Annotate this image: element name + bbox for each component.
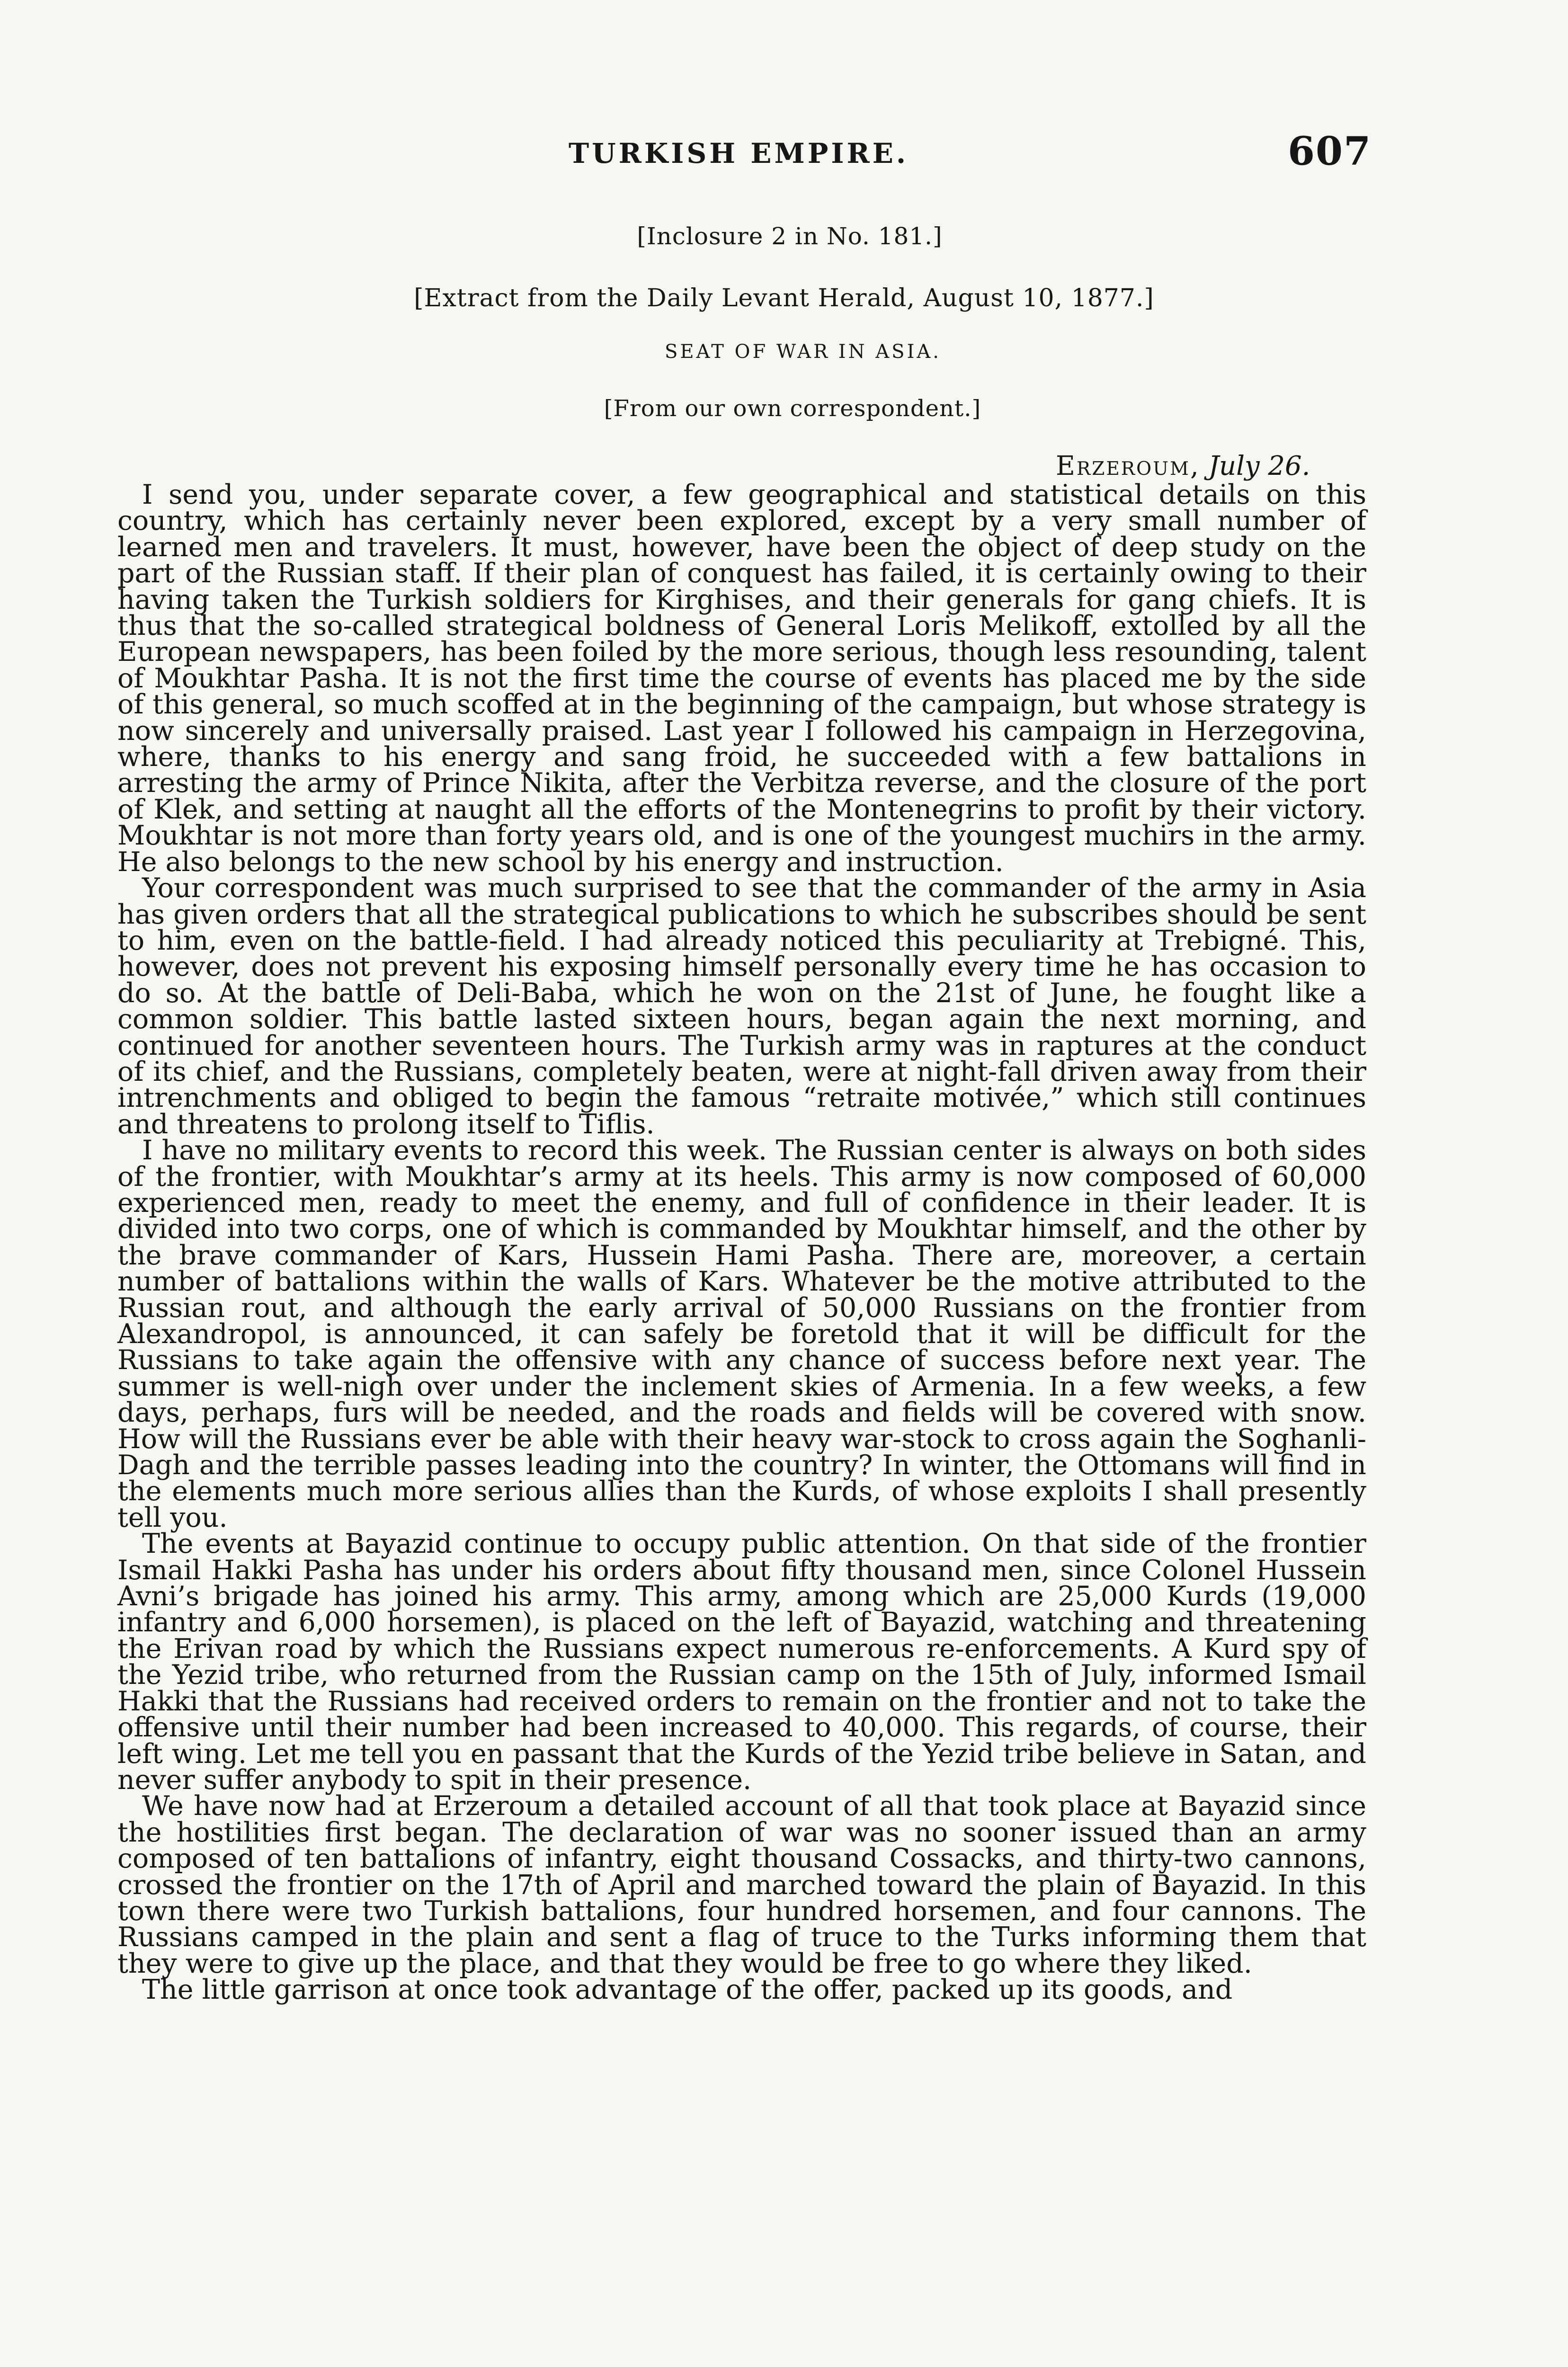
paragraph-2: Your correspondent was much surprised to see that the commander of the army in Asia has given orders that all the strategical publications to which he subscribes should be sent to him, even on the battle-field. I had already noticed this peculiarity at Trebigné. This, however, does not prevent his exposing himself personally every time he has occasion to do so. At the battle of Deli-Baba, which he won on the 21st of June, he fought like a common soldier. This battle lasted sixteen hours, began again the next morning, and continued for another seventeen hours. The Turkish army was in raptures at the conduct of its chief, and the Russians, completely beaten, were at night-fall driven away from their intrenchments and obliged to begin the famous “retraite motivée,” which still continues and threatens to prolong itself to Tiflis. [117, 872, 1366, 1140]
dateline [1056, 451, 1310, 481]
page-number: 607 [1288, 129, 1372, 174]
paragraph-6: The little garrison at once took advantage of the offer, packed up its goods, and [142, 1974, 1233, 2006]
paragraph-4: The events at Bayazid continue to occupy public attention. On that side of the frontier Ismail Hakki Pasha has under his orders about fifty thousand men, since Colonel Hussein Avni’s brigade has joined his army. This army, among which are 25,000 Kurds (19,000 infantry and 6,000 horsemen), is placed on the left of Bayazid, watching and threatening the Erivan road by which the Russians expect numerous re-enforcements. A Kurd spy of the Yezid tribe, who returned from the Russian camp on the 15th of July, informed Ismail Hakki that the Russians had received orders to remain on the frontier and not to take the offensive until their number had been increased to 40,000. This regards, of course, their left wing. Let me tell you en passant that the Kurds of the Yezid tribe believe in Satan, and never suffer anybody to spit in their presence. [117, 1528, 1366, 1796]
paragraph-1: I send you, under separate cover, a few geographical and statistical details on this country, which has certainly never been explored, except by a very small number of learned men and travelers. It must, however, have been the object of deep study on the part of the Russian staff. If their plan of conquest has failed, it is certainly owing to their having taken the Turkish soldiers for Kirghises, and their generals for gang chiefs. It is thus that the so-called strategical boldness of General Loris Melikoff, extolled by all the European newspapers, has been foiled by the more serious, though less resounding, talent of Moukhtar Pasha. It is not the first time the course of events has placed me by the side of this general, so much scoffed at in the beginning of the campaign, but whose strategy is now sincerely and universally praised. Last year I followed his campaign in Herzegovina, where, thanks to his energy and sang froid, he succeeded with a few battalions in arresting the army of Prince Nikita, after the Verbitza reverse, and the closure of the port of Klek, and setting at naught all the efforts of the Montenegrins to profit by their victory. Moukhtar is not more than forty years old, and is one of the youngest muchirs in the army. He also belongs to the new school by his energy and instruction. [117, 479, 1366, 878]
inclosure-note: [Inclosure 2 in No. 181.] [637, 222, 943, 250]
page-header [0, 129, 1568, 189]
article-title: SEAT OF WAR IN ASIA. [664, 341, 941, 363]
paragraph-3: I have no military events to record this week. The Russian center is always on both sides of the frontier, with Moukhtar’s army at its heels. This army is now composed of 60,000 experienced men, ready to meet the enemy, and full of confidence in their leader. It is divided into two corps, one of which is commanded by Moukhtar himself, and the other by the brave commander of Kars, Hussein Hami Pasha. There are, moreover, a certain number of battalions within the walls of Kars. Whatever be the motive attributed to the Russian rout, and although the early arrival of 50,000 Russians on the frontier from Alexandropol, is announced, it can safely be foretold that it will be difficult for the Russians to take again the offensive with any chance of success before next year. The summer is well-nigh over under the inclement skies of Armenia. In a few weeks, a few days, perhaps, furs will be needed, and the roads and fields will be covered with snow. How will the Russians ever be able with their heavy war-stock to cross again the Soghanli-Dagh and the terrible passes leading into the country? In winter, the Ottomans will find in the elements much more serious allies than the Kurds, of whose exploits I shall presently tell you. [117, 1135, 1366, 1533]
extract-source-line: [Extract from the Daily Levant Herald, August 10, 1877.] [414, 284, 1154, 312]
article-body [117, 479, 1366, 2006]
paragraph-5: We have now had at Erzeroum a detailed account of all that took place at Bayazid since the hostilities first began. The declaration of war was no sooner issued than an army composed of ten battalions of infantry, eight thousand Cossacks, and thirty-two cannons, crossed the frontier on the 17th of April and marched toward the plain of Bayazid. In this town there were two Turkish battalions, four hundred horsemen, and four cannons. The Russians camped in the plain and sent a flag of truce to the Turks informing them that they were to give up the place, and that they would be free to go where they liked. [117, 1790, 1366, 1979]
dateline-date: July 26. [1208, 451, 1310, 481]
article-byline: [From our own correspondent.] [604, 395, 981, 422]
running-title: TURKISH EMPIRE. [568, 137, 909, 169]
dateline-place: Erzeroum, [1056, 451, 1200, 481]
